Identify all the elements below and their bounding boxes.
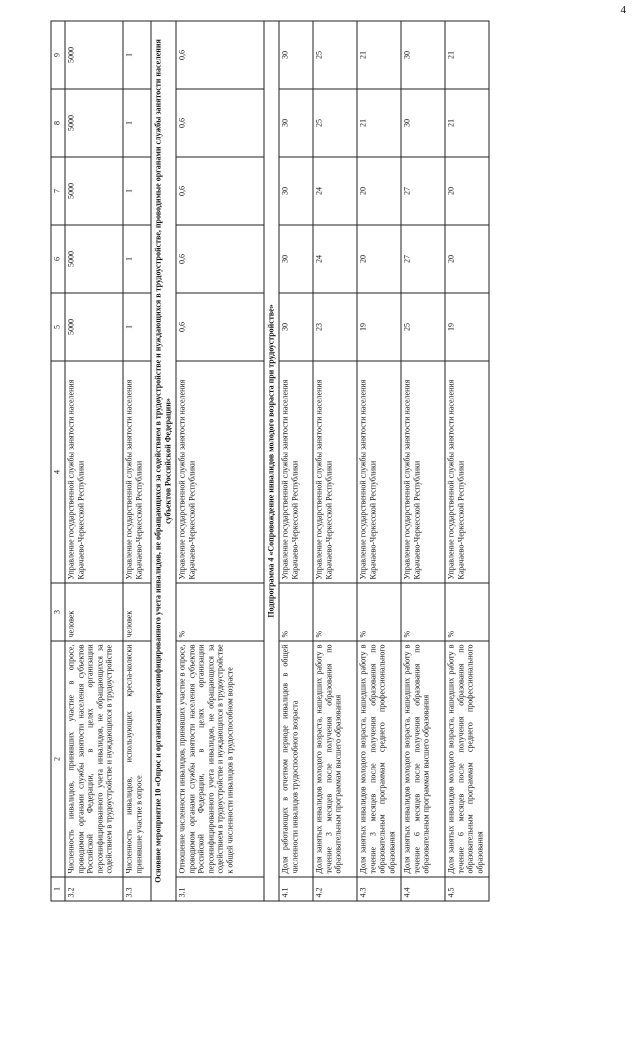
value-cell: 1 (123, 21, 151, 89)
value-cell: 5000 (65, 21, 123, 89)
indicator-name: Доля занятых инвалидов молодого возраста, нашедших работу в течение 6 месяцев после получения образования по образовательным программам среднего профессионального образования (445, 641, 489, 877)
value-cell: 30 (279, 157, 313, 225)
value-cell: 20 (357, 225, 401, 293)
value-cell: 30 (279, 225, 313, 293)
value-cell: 24 (313, 225, 357, 293)
value-cell: 30 (401, 89, 445, 157)
responsible-org: Управление государственной службы занятости населения Карачаево-Черкесской Республики (313, 361, 357, 583)
unit: % (279, 583, 313, 641)
table-row (401, 21, 445, 901)
value-cell: 1 (123, 89, 151, 157)
row-number: 4.5 (445, 877, 489, 901)
value-cell: 25 (313, 21, 357, 89)
value-cell: 30 (279, 89, 313, 157)
table-row (279, 21, 313, 901)
table-row (357, 21, 401, 901)
value-cell: 5000 (65, 293, 123, 361)
value-cell: 19 (445, 293, 489, 361)
indicator-name: Отношение численности инвалидов, принявших участие в опросе, проводимом органами службы занятости населения субъектов Российской Федерации, в целях организации персонифицированного учета инвалидов, не обращающихся за содействием в трудоустройстве и нуждающихся в трудоустройстве к общей численности инвалидов в трудоспособном возрасте (176, 641, 264, 877)
page-number: 4 (620, 4, 626, 16)
value-cell: 25 (401, 293, 445, 361)
unit: % (176, 583, 264, 641)
row-number: 3.1 (176, 877, 264, 901)
value-cell: 1 (123, 225, 151, 293)
responsible-org: Управление государственной службы занятости населения Карачаево-Черкесской Республики (401, 361, 445, 583)
col-header-7: 7 (51, 157, 65, 225)
col-header-5: 5 (51, 293, 65, 361)
indicator-name: Доля работающих в отчетном периоде инвалидов в общей численности инвалидов трудоспособного возраста (279, 641, 313, 877)
responsible-org: Управление государственной службы занятости населения Карачаево-Черкесской Республики (357, 361, 401, 583)
unit: % (357, 583, 401, 641)
responsible-org: Управление государственной службы занятости населения Карачаево-Черкесской Республики (279, 361, 313, 583)
page-content (51, 22, 611, 902)
responsible-org: Управление государственной службы занятости населения Карачаево-Черкесской Республики (123, 361, 151, 583)
value-cell: 21 (357, 21, 401, 89)
value-cell: 0,6 (176, 225, 264, 293)
responsible-org: Управление государственной службы занятости населения Карачаево-Черкесской Республики (445, 361, 489, 583)
indicator-name: Доля занятых инвалидов молодого возраста, нашедших работу в течение 3 месяцев после получения образования по образовательным программам среднего профессионального образования (357, 641, 401, 877)
row-number: 4.1 (279, 877, 313, 901)
value-cell: 20 (445, 157, 489, 225)
value-cell: 27 (401, 225, 445, 293)
value-cell: 1 (123, 157, 151, 225)
col-header-6: 6 (51, 225, 65, 293)
col-header-4: 4 (51, 361, 65, 583)
value-cell: 0,6 (176, 21, 264, 89)
table-row (123, 21, 151, 901)
value-cell: 25 (313, 89, 357, 157)
value-cell: 30 (279, 293, 313, 361)
unit: % (313, 583, 357, 641)
unit: человек (123, 583, 151, 641)
table-body (51, 21, 489, 901)
value-cell: 20 (445, 225, 489, 293)
value-cell: 5000 (65, 225, 123, 293)
table-row (313, 21, 357, 901)
value-cell: 0,6 (176, 157, 264, 225)
value-cell: 1 (123, 293, 151, 361)
value-cell: 20 (357, 157, 401, 225)
table-row (445, 21, 489, 901)
table-row (65, 21, 123, 901)
unit: % (445, 583, 489, 641)
col-header-2: 2 (51, 641, 65, 877)
value-cell: 21 (357, 89, 401, 157)
value-cell: 23 (313, 293, 357, 361)
value-cell: 24 (313, 157, 357, 225)
responsible-org: Управление государственной службы занятости населения Карачаево-Черкесской Республики (65, 361, 123, 583)
col-header-9: 9 (51, 21, 65, 89)
column-number-row (51, 21, 65, 901)
unit: % (401, 583, 445, 641)
row-number: 3.3 (123, 877, 151, 901)
section-heading-row (151, 21, 176, 901)
value-cell: 0,6 (176, 293, 264, 361)
row-number: 3.2 (65, 877, 123, 901)
value-cell: 30 (279, 21, 313, 89)
value-cell: 5000 (65, 89, 123, 157)
row-number: 4.3 (357, 877, 401, 901)
value-cell: 5000 (65, 157, 123, 225)
table-row (176, 21, 264, 901)
responsible-org: Управление государственной службы занятости населения Карачаево-Черкесской Республики (176, 361, 264, 583)
value-cell: 21 (445, 89, 489, 157)
subprogram-heading-row (264, 21, 279, 901)
value-cell: 0,6 (176, 89, 264, 157)
section-heading: Основное мероприятие 10 «Опрос и организация персонифицированного учета инвалидов, не обращающихся за содействием в трудоустройстве и нуждающихся в трудоустройстве, проводимые органами службы занятости населения субъектов Российской Федерации» (151, 21, 176, 901)
value-cell: 30 (401, 21, 445, 89)
value-cell: 27 (401, 157, 445, 225)
subprogram-heading: Подпрограмма 4 «Сопровождение инвалидов молодого возраста при трудоустройстве» (264, 21, 279, 901)
indicators-table (51, 21, 490, 902)
indicator-name: Численность инвалидов, использующих кресла-коляски принявшие участие в опросе (123, 641, 151, 877)
col-header-8: 8 (51, 89, 65, 157)
row-number: 4.2 (313, 877, 357, 901)
indicator-name: Доля занятых инвалидов молодого возраста, нашедших работу в течение 3 месяцев после получения образования по образовательным программам высшего образования (313, 641, 357, 877)
value-cell: 19 (357, 293, 401, 361)
unit: человек (65, 583, 123, 641)
col-header-1: 1 (51, 877, 65, 901)
col-header-3: 3 (51, 583, 65, 641)
indicator-name: Доля занятых инвалидов молодого возраста, нашедших работу в течение 6 месяцев после получения образования по образовательным программам высшего образования (401, 641, 445, 877)
value-cell: 21 (445, 21, 489, 89)
row-number: 4.4 (401, 877, 445, 901)
indicator-name: Численность инвалидов, принявших участие в опросе, проводимом органами службы занятости населения субъектов Российской Федерации, в целях организации персонифицированного учета инвалидов, не обращающихся за содействием в трудоустройстве и нуждающихся в трудоустройстве (65, 641, 123, 877)
